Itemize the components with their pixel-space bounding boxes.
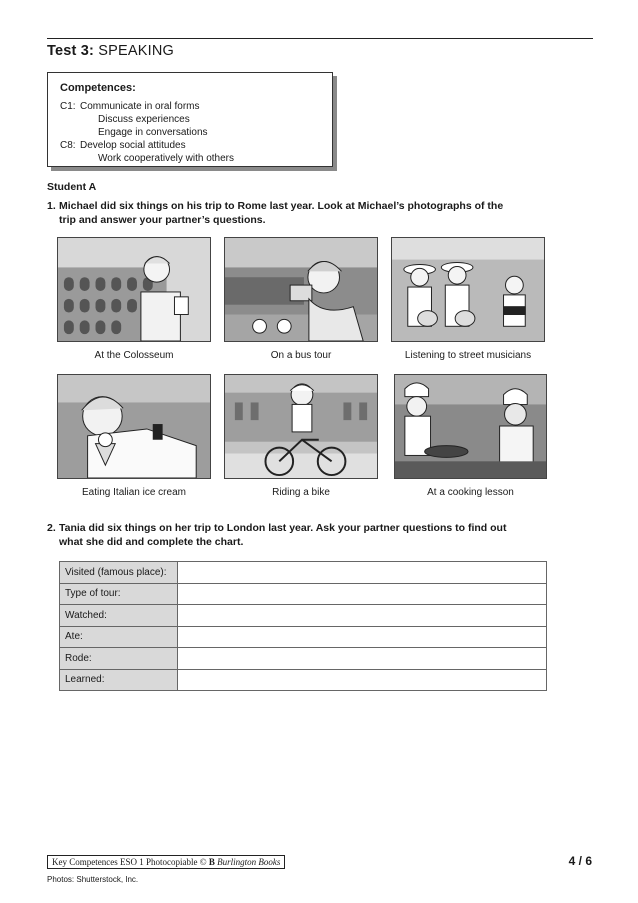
- test-mode: SPEAKING: [98, 43, 175, 59]
- page-number: 4 / 6: [568, 854, 592, 868]
- chart-row-label: Watched:: [60, 605, 178, 627]
- question-number: 1.: [47, 200, 56, 212]
- competence-line: [60, 126, 332, 139]
- chart-answer-field[interactable]: [178, 562, 547, 584]
- page-title: [47, 43, 174, 59]
- question-2: [47, 521, 507, 549]
- question-1: [47, 199, 507, 227]
- bus-tour-photo: [224, 237, 378, 342]
- competence-code: C1:: [60, 101, 76, 112]
- ice-cream-photo: [57, 374, 211, 479]
- competence-text: Engage in conversations: [98, 127, 208, 138]
- chart-answer-field[interactable]: [178, 626, 547, 648]
- chart-row: [60, 583, 547, 605]
- photo-caption: At the Colosseum: [94, 350, 174, 361]
- colosseum-photo: [57, 237, 211, 342]
- chart-row: [60, 626, 547, 648]
- chart-row: [60, 648, 547, 670]
- competence-line: [60, 152, 332, 165]
- photo-caption: At a cooking lesson: [427, 487, 514, 498]
- chart-answer-field[interactable]: [178, 648, 547, 670]
- competence-text: Develop social attitudes: [80, 140, 186, 151]
- publisher-name: Burlington Books: [217, 857, 281, 867]
- question-text: Tania did six things on her trip to London last year. Ask your partner questions to find out what she did and complete the chart.: [59, 522, 507, 548]
- photo-caption: Riding a bike: [272, 487, 330, 498]
- competence-line: [60, 100, 332, 113]
- competences-box: [47, 72, 333, 167]
- chart-row-label: Ate:: [60, 626, 178, 648]
- competence-line: [60, 139, 332, 152]
- chart-row: [60, 669, 547, 691]
- question-text: Michael did six things on his trip to Rome last year. Look at Michael’s photographs of the trip and answer your partner’s questions.: [59, 200, 504, 226]
- answer-chart: [59, 561, 547, 691]
- student-heading: Student A: [47, 181, 97, 193]
- competence-code: C8:: [60, 140, 76, 151]
- chart-row-label: Learned:: [60, 669, 178, 691]
- chart-row: [60, 605, 547, 627]
- header-rule: [47, 38, 593, 39]
- photo-caption: Eating Italian ice cream: [82, 487, 186, 498]
- competence-text: Discuss experiences: [98, 114, 190, 125]
- chart-row-label: Rode:: [60, 648, 178, 670]
- chart-row-label: Visited (famous place):: [60, 562, 178, 584]
- cooking-lesson-photo: [394, 374, 547, 479]
- chart-row: [60, 562, 547, 584]
- competence-text: Work cooperatively with others: [98, 153, 234, 164]
- competences-title: Competences:: [60, 82, 136, 94]
- test-label: Test 3:: [47, 43, 95, 59]
- chart-row-label: Type of tour:: [60, 583, 178, 605]
- question-number: 2.: [47, 522, 56, 534]
- chart-answer-field[interactable]: [178, 669, 547, 691]
- competence-line: [60, 113, 332, 126]
- photo-caption: On a bus tour: [270, 350, 332, 361]
- competence-text: Communicate in oral forms: [80, 101, 200, 112]
- street-musicians-photo: [391, 237, 545, 342]
- chart-answer-field[interactable]: [178, 605, 547, 627]
- footer-text: Key Competences ESO 1 Photocopiable ©: [52, 857, 209, 867]
- photo-credit: Photos: Shutterstock, Inc.: [47, 875, 139, 884]
- bike-photo: [224, 374, 378, 479]
- footer-copyright: [47, 855, 285, 869]
- publisher-logo-icon: B: [208, 857, 215, 867]
- chart-answer-field[interactable]: [178, 583, 547, 605]
- photo-caption: Listening to street musicians: [404, 350, 532, 361]
